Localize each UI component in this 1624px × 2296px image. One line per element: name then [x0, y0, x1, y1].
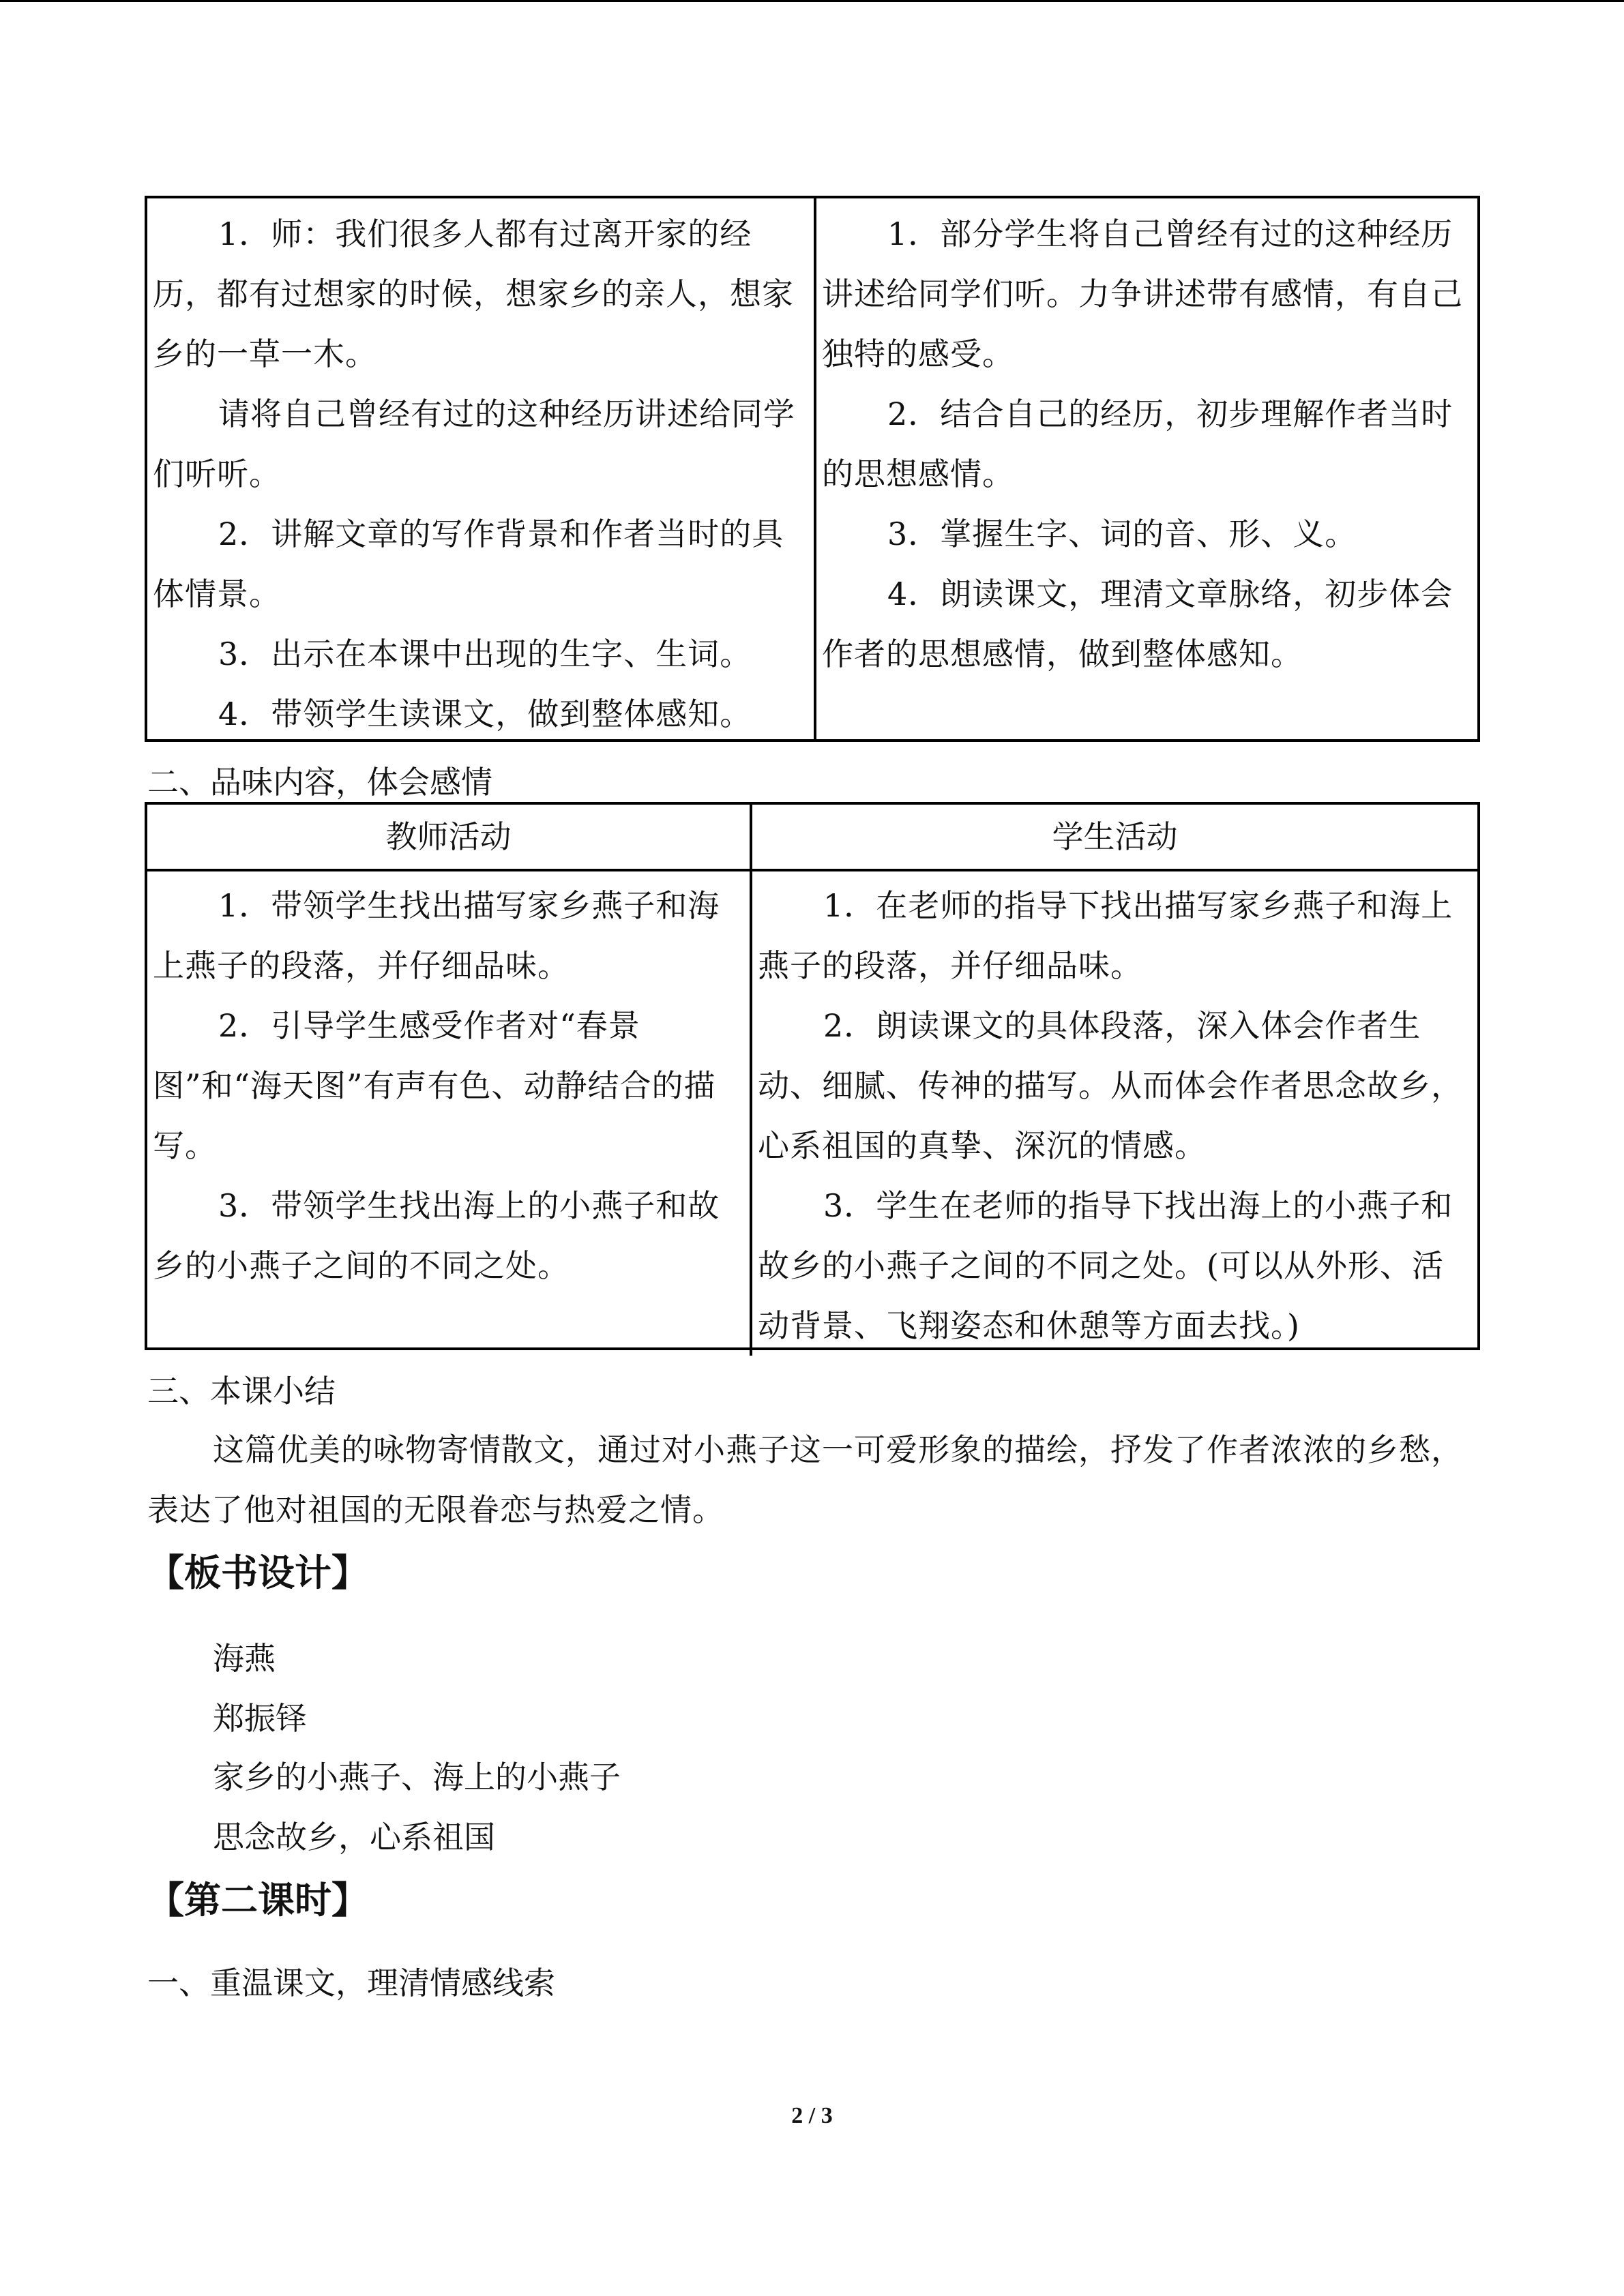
teacher-activity-column	[147, 871, 750, 1356]
section-title-3: 三、本课小结	[147, 1373, 336, 1410]
student-activity-paragraph: 3．掌握生字、词的音、形、义。	[887, 516, 1357, 552]
teacher-activity-paragraph: 请将自己曾经有过的这种经历讲述给同学们听听。	[153, 396, 795, 492]
teacher-activity-paragraph: 4．带领学生读课文，做到整体感知。	[218, 696, 752, 732]
section-title-review: 一、重温课文，理清情感线索	[147, 1965, 555, 2001]
header-teacher-activity: 教师活动	[385, 818, 512, 855]
teacher-activity-paragraph: 2．引导学生感受作者对“春景图”和“海天图”有声有色、动静结合的描写。	[153, 1007, 716, 1164]
student-activity-paragraph: 2．结合自己的经历，初步理解作者当时的思想感情。	[821, 396, 1453, 492]
header-student-activity: 学生活动	[750, 805, 1477, 869]
page-number: 2 / 3	[791, 2103, 833, 2128]
student-activity-column	[750, 871, 1477, 1356]
top-border-line	[0, 0, 1624, 2]
section-title-2: 二、品味内容，体会感情	[147, 764, 492, 801]
teacher-activity-paragraph: 2．讲解文章的写作背景和作者当时的具体情景。	[153, 516, 784, 612]
student-activity-paragraph: 4．朗读课文，理清文章脉络，初步体会作者的思想感情，做到整体感知。	[821, 576, 1453, 672]
table-header-row	[147, 805, 1477, 871]
activity-table-1	[145, 196, 1480, 742]
board-line: 海燕	[213, 1640, 276, 1677]
board-line: 郑振铎	[213, 1700, 307, 1737]
activity-table-2	[145, 802, 1480, 1350]
student-activity-paragraph: 1．部分学生将自己曾经有过的这种经历讲述给同学们听。力争讲述带有感情，有自己独特的感受。	[821, 215, 1463, 372]
teacher-activity-paragraph: 1．师：我们很多人都有过离开家的经历，都有过想家的时候，想家乡的亲人，想家乡的一草一木。	[153, 215, 794, 372]
student-activity-paragraph: 3．学生在老师的指导下找出海上的小燕子和故乡的小燕子之间的不同之处。(可以从外形、活动背景、飞翔姿态和休憩等方面去找。)	[758, 1187, 1453, 1344]
board-design-heading: 【板书设计】	[147, 1551, 368, 1594]
board-line: 家乡的小燕子、海上的小燕子	[213, 1759, 621, 1795]
board-line: 思念故乡，心系祖国	[213, 1819, 495, 1855]
teacher-activity-paragraph: 1．带领学生找出描写家乡燕子和海上燕子的段落，并仔细品味。	[153, 887, 720, 984]
student-activity-paragraph: 1．在老师的指导下找出描写家乡燕子和海上燕子的段落，并仔细品味。	[758, 887, 1453, 984]
summary-paragraph: 这篇优美的咏物寄情散文，通过对小燕子这一可爱形象的描绘，抒发了作者浓浓的乡愁，表达了他对祖国的无限眷恋与热爱之情。	[147, 1431, 1463, 1528]
table-body-row	[147, 871, 1477, 1356]
teacher-activity-paragraph: 3．出示在本课中出现的生字、生词。	[218, 636, 752, 672]
student-activity-paragraph: 2．朗读课文的具体段落，深入体会作者生动、细腻、传神的描写。从而体会作者思念故乡，心系祖国的真挚、深沉的情感。	[758, 1007, 1463, 1164]
second-lesson-heading: 【第二课时】	[147, 1879, 368, 1922]
teacher-activity-paragraph: 3．带领学生找出海上的小燕子和故乡的小燕子之间的不同之处。	[153, 1187, 720, 1284]
teacher-activity-column	[147, 198, 814, 739]
student-activity-column	[814, 198, 1477, 739]
